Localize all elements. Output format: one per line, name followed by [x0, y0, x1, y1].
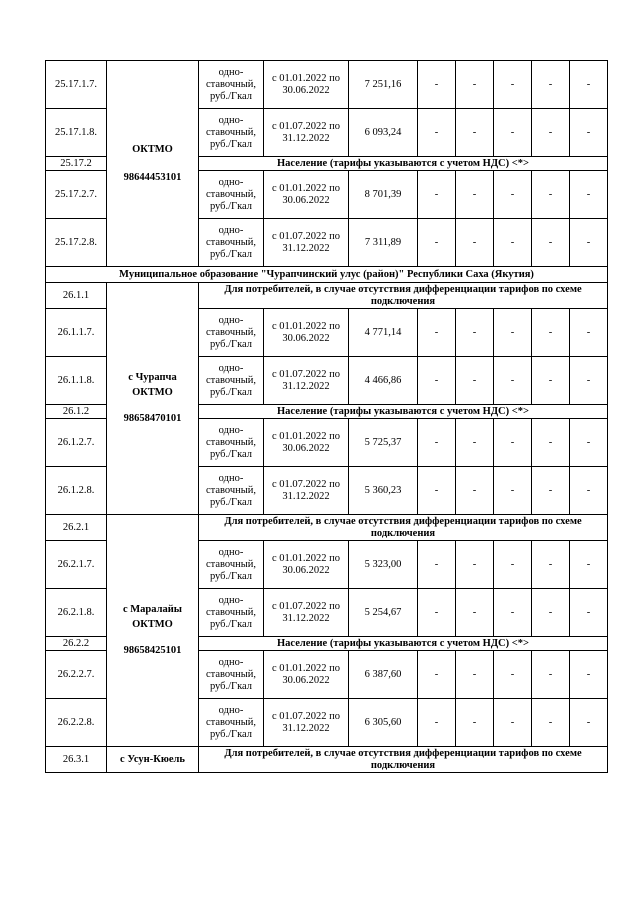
row-number: 25.17.1.8.	[46, 109, 107, 157]
span-text: Население (тарифы указываются с учетом НДС) <*>	[199, 637, 608, 651]
empty-value: -	[494, 309, 532, 357]
tariff-unit: одно-ставочный, руб./Гкал	[199, 419, 264, 467]
empty-value: -	[494, 109, 532, 157]
empty-value: -	[418, 589, 456, 637]
settlement-cell	[107, 515, 199, 747]
empty-value: -	[532, 109, 570, 157]
empty-value: -	[532, 309, 570, 357]
tariff-unit: одно-ставочный, руб./Гкал	[199, 541, 264, 589]
empty-value: -	[532, 651, 570, 699]
tariff-unit: одно-ставочный, руб./Гкал	[199, 651, 264, 699]
row-number: 26.1.1.8.	[46, 357, 107, 405]
tariff-unit: одно-ставочный, руб./Гкал	[199, 171, 264, 219]
empty-value: -	[494, 419, 532, 467]
empty-value: -	[456, 357, 494, 405]
empty-value: -	[532, 61, 570, 109]
empty-value: -	[494, 541, 532, 589]
empty-value: -	[570, 541, 608, 589]
empty-value: -	[456, 467, 494, 515]
span-text: Для потребителей, в случае отсутствия дифференциации тарифов по схеме подключения	[199, 283, 608, 309]
settlement-cell	[107, 283, 199, 515]
tariff-period: с 01.01.2022 по 30.06.2022	[264, 419, 349, 467]
tariff-period: с 01.01.2022 по 30.06.2022	[264, 651, 349, 699]
row-number: 26.3.1	[46, 747, 107, 773]
row-number: 26.1.1	[46, 283, 107, 309]
oktmo-code: 98644453101	[123, 171, 182, 183]
tariff-period: с 01.07.2022 по 31.12.2022	[264, 589, 349, 637]
empty-value: -	[532, 699, 570, 747]
table-row	[46, 283, 608, 309]
empty-value: -	[456, 541, 494, 589]
empty-value: -	[418, 309, 456, 357]
tariff-value: 7 251,16	[349, 61, 418, 109]
tariff-value: 5 254,67	[349, 589, 418, 637]
row-number: 26.2.2.7.	[46, 651, 107, 699]
empty-value: -	[570, 357, 608, 405]
tariff-value: 6 387,60	[349, 651, 418, 699]
settlement-cell	[107, 747, 199, 773]
empty-value: -	[532, 419, 570, 467]
row-number: 26.1.2.8.	[46, 467, 107, 515]
oktmo-code: 98658470101	[123, 413, 182, 424]
tariff-value: 7 311,89	[349, 219, 418, 267]
empty-value: -	[418, 357, 456, 405]
empty-value: -	[418, 541, 456, 589]
settlement-name: с Усун-Кюель	[120, 753, 185, 765]
empty-value: -	[494, 699, 532, 747]
tariff-period: с 01.07.2022 по 31.12.2022	[264, 357, 349, 405]
row-number: 25.17.2	[46, 157, 107, 171]
empty-value: -	[570, 589, 608, 637]
empty-value: -	[494, 61, 532, 109]
empty-value: -	[532, 467, 570, 515]
oktmo-code: 98658425101	[123, 645, 182, 656]
tariff-unit: одно-ставочный, руб./Гкал	[199, 61, 264, 109]
section-header: Муниципальное образование "Чурапчинский улус (район)" Республики Саха (Якутия)	[46, 267, 608, 283]
row-number: 26.1.2.7.	[46, 419, 107, 467]
tariff-unit: одно-ставочный, руб./Гкал	[199, 467, 264, 515]
empty-value: -	[418, 419, 456, 467]
empty-value: -	[456, 589, 494, 637]
tariff-unit: одно-ставочный, руб./Гкал	[199, 109, 264, 157]
empty-value: -	[494, 467, 532, 515]
empty-value: -	[418, 109, 456, 157]
tariff-period: с 01.01.2022 по 30.06.2022	[264, 309, 349, 357]
tariff-unit: одно-ставочный, руб./Гкал	[199, 309, 264, 357]
empty-value: -	[494, 171, 532, 219]
empty-value: -	[418, 467, 456, 515]
empty-value: -	[456, 309, 494, 357]
empty-value: -	[532, 219, 570, 267]
tariff-value: 6 305,60	[349, 699, 418, 747]
tariff-period: с 01.07.2022 по 31.12.2022	[264, 699, 349, 747]
row-number: 26.2.2.8.	[46, 699, 107, 747]
table-row	[46, 515, 608, 541]
row-number: 26.2.1.7.	[46, 541, 107, 589]
empty-value: -	[532, 171, 570, 219]
empty-value: -	[570, 219, 608, 267]
tariff-unit: одно-ставочный, руб./Гкал	[199, 219, 264, 267]
empty-value: -	[456, 651, 494, 699]
tariff-value: 5 323,00	[349, 541, 418, 589]
span-text: Для потребителей, в случае отсутствия дифференциации тарифов по схеме подключения	[199, 747, 608, 773]
empty-value: -	[494, 357, 532, 405]
empty-value: -	[494, 651, 532, 699]
row-number: 26.1.1.7.	[46, 309, 107, 357]
span-text: Население (тарифы указываются с учетом НДС) <*>	[199, 405, 608, 419]
empty-value: -	[418, 61, 456, 109]
tariff-period: с 01.07.2022 по 31.12.2022	[264, 467, 349, 515]
empty-value: -	[570, 61, 608, 109]
empty-value: -	[456, 61, 494, 109]
tariff-value: 5 725,37	[349, 419, 418, 467]
row-number: 25.17.1.7.	[46, 61, 107, 109]
empty-value: -	[570, 699, 608, 747]
empty-value: -	[570, 419, 608, 467]
settlement-cell	[107, 61, 199, 267]
empty-value: -	[494, 589, 532, 637]
tariff-value: 6 093,24	[349, 109, 418, 157]
empty-value: -	[456, 419, 494, 467]
empty-value: -	[456, 171, 494, 219]
row-number: 26.2.1.8.	[46, 589, 107, 637]
table-row	[46, 747, 608, 773]
settlement-name: с Маралайы	[122, 604, 183, 615]
oktmo-label: ОКТМО	[132, 619, 173, 630]
empty-value: -	[456, 219, 494, 267]
tariff-unit: одно-ставочный, руб./Гкал	[199, 699, 264, 747]
empty-value: -	[418, 171, 456, 219]
empty-value: -	[532, 357, 570, 405]
empty-value: -	[456, 699, 494, 747]
tariff-unit: одно-ставочный, руб./Гкал	[199, 357, 264, 405]
tariff-period: с 01.01.2022 по 30.06.2022	[264, 171, 349, 219]
empty-value: -	[570, 309, 608, 357]
oktmo-label: ОКТМО	[132, 143, 173, 155]
empty-value: -	[418, 651, 456, 699]
tariff-value: 5 360,23	[349, 467, 418, 515]
row-number: 26.1.2	[46, 405, 107, 419]
empty-value: -	[570, 467, 608, 515]
tariff-period: с 01.01.2022 по 30.06.2022	[264, 541, 349, 589]
tariff-value: 4 466,86	[349, 357, 418, 405]
tariff-value: 8 701,39	[349, 171, 418, 219]
settlement-name: с Чурапча	[128, 372, 177, 383]
empty-value: -	[494, 219, 532, 267]
empty-value: -	[532, 541, 570, 589]
tariff-unit: одно-ставочный, руб./Гкал	[199, 589, 264, 637]
row-number: 26.2.2	[46, 637, 107, 651]
empty-value: -	[418, 219, 456, 267]
empty-value: -	[570, 171, 608, 219]
empty-value: -	[570, 109, 608, 157]
empty-value: -	[570, 651, 608, 699]
row-number: 25.17.2.7.	[46, 171, 107, 219]
empty-value: -	[456, 109, 494, 157]
table-row	[46, 267, 608, 283]
tariff-period: с 01.07.2022 по 31.12.2022	[264, 219, 349, 267]
tariff-table	[45, 60, 608, 773]
tariff-period: с 01.07.2022 по 31.12.2022	[264, 109, 349, 157]
table-body	[46, 61, 608, 773]
span-text: Население (тарифы указываются с учетом НДС) <*>	[199, 157, 608, 171]
row-number: 25.17.2.8.	[46, 219, 107, 267]
tariff-period: с 01.01.2022 по 30.06.2022	[264, 61, 349, 109]
empty-value: -	[418, 699, 456, 747]
oktmo-label: ОКТМО	[132, 387, 173, 398]
table-row	[46, 61, 608, 109]
span-text: Для потребителей, в случае отсутствия дифференциации тарифов по схеме подключения	[199, 515, 608, 541]
empty-value: -	[532, 589, 570, 637]
row-number: 26.2.1	[46, 515, 107, 541]
tariff-value: 4 771,14	[349, 309, 418, 357]
